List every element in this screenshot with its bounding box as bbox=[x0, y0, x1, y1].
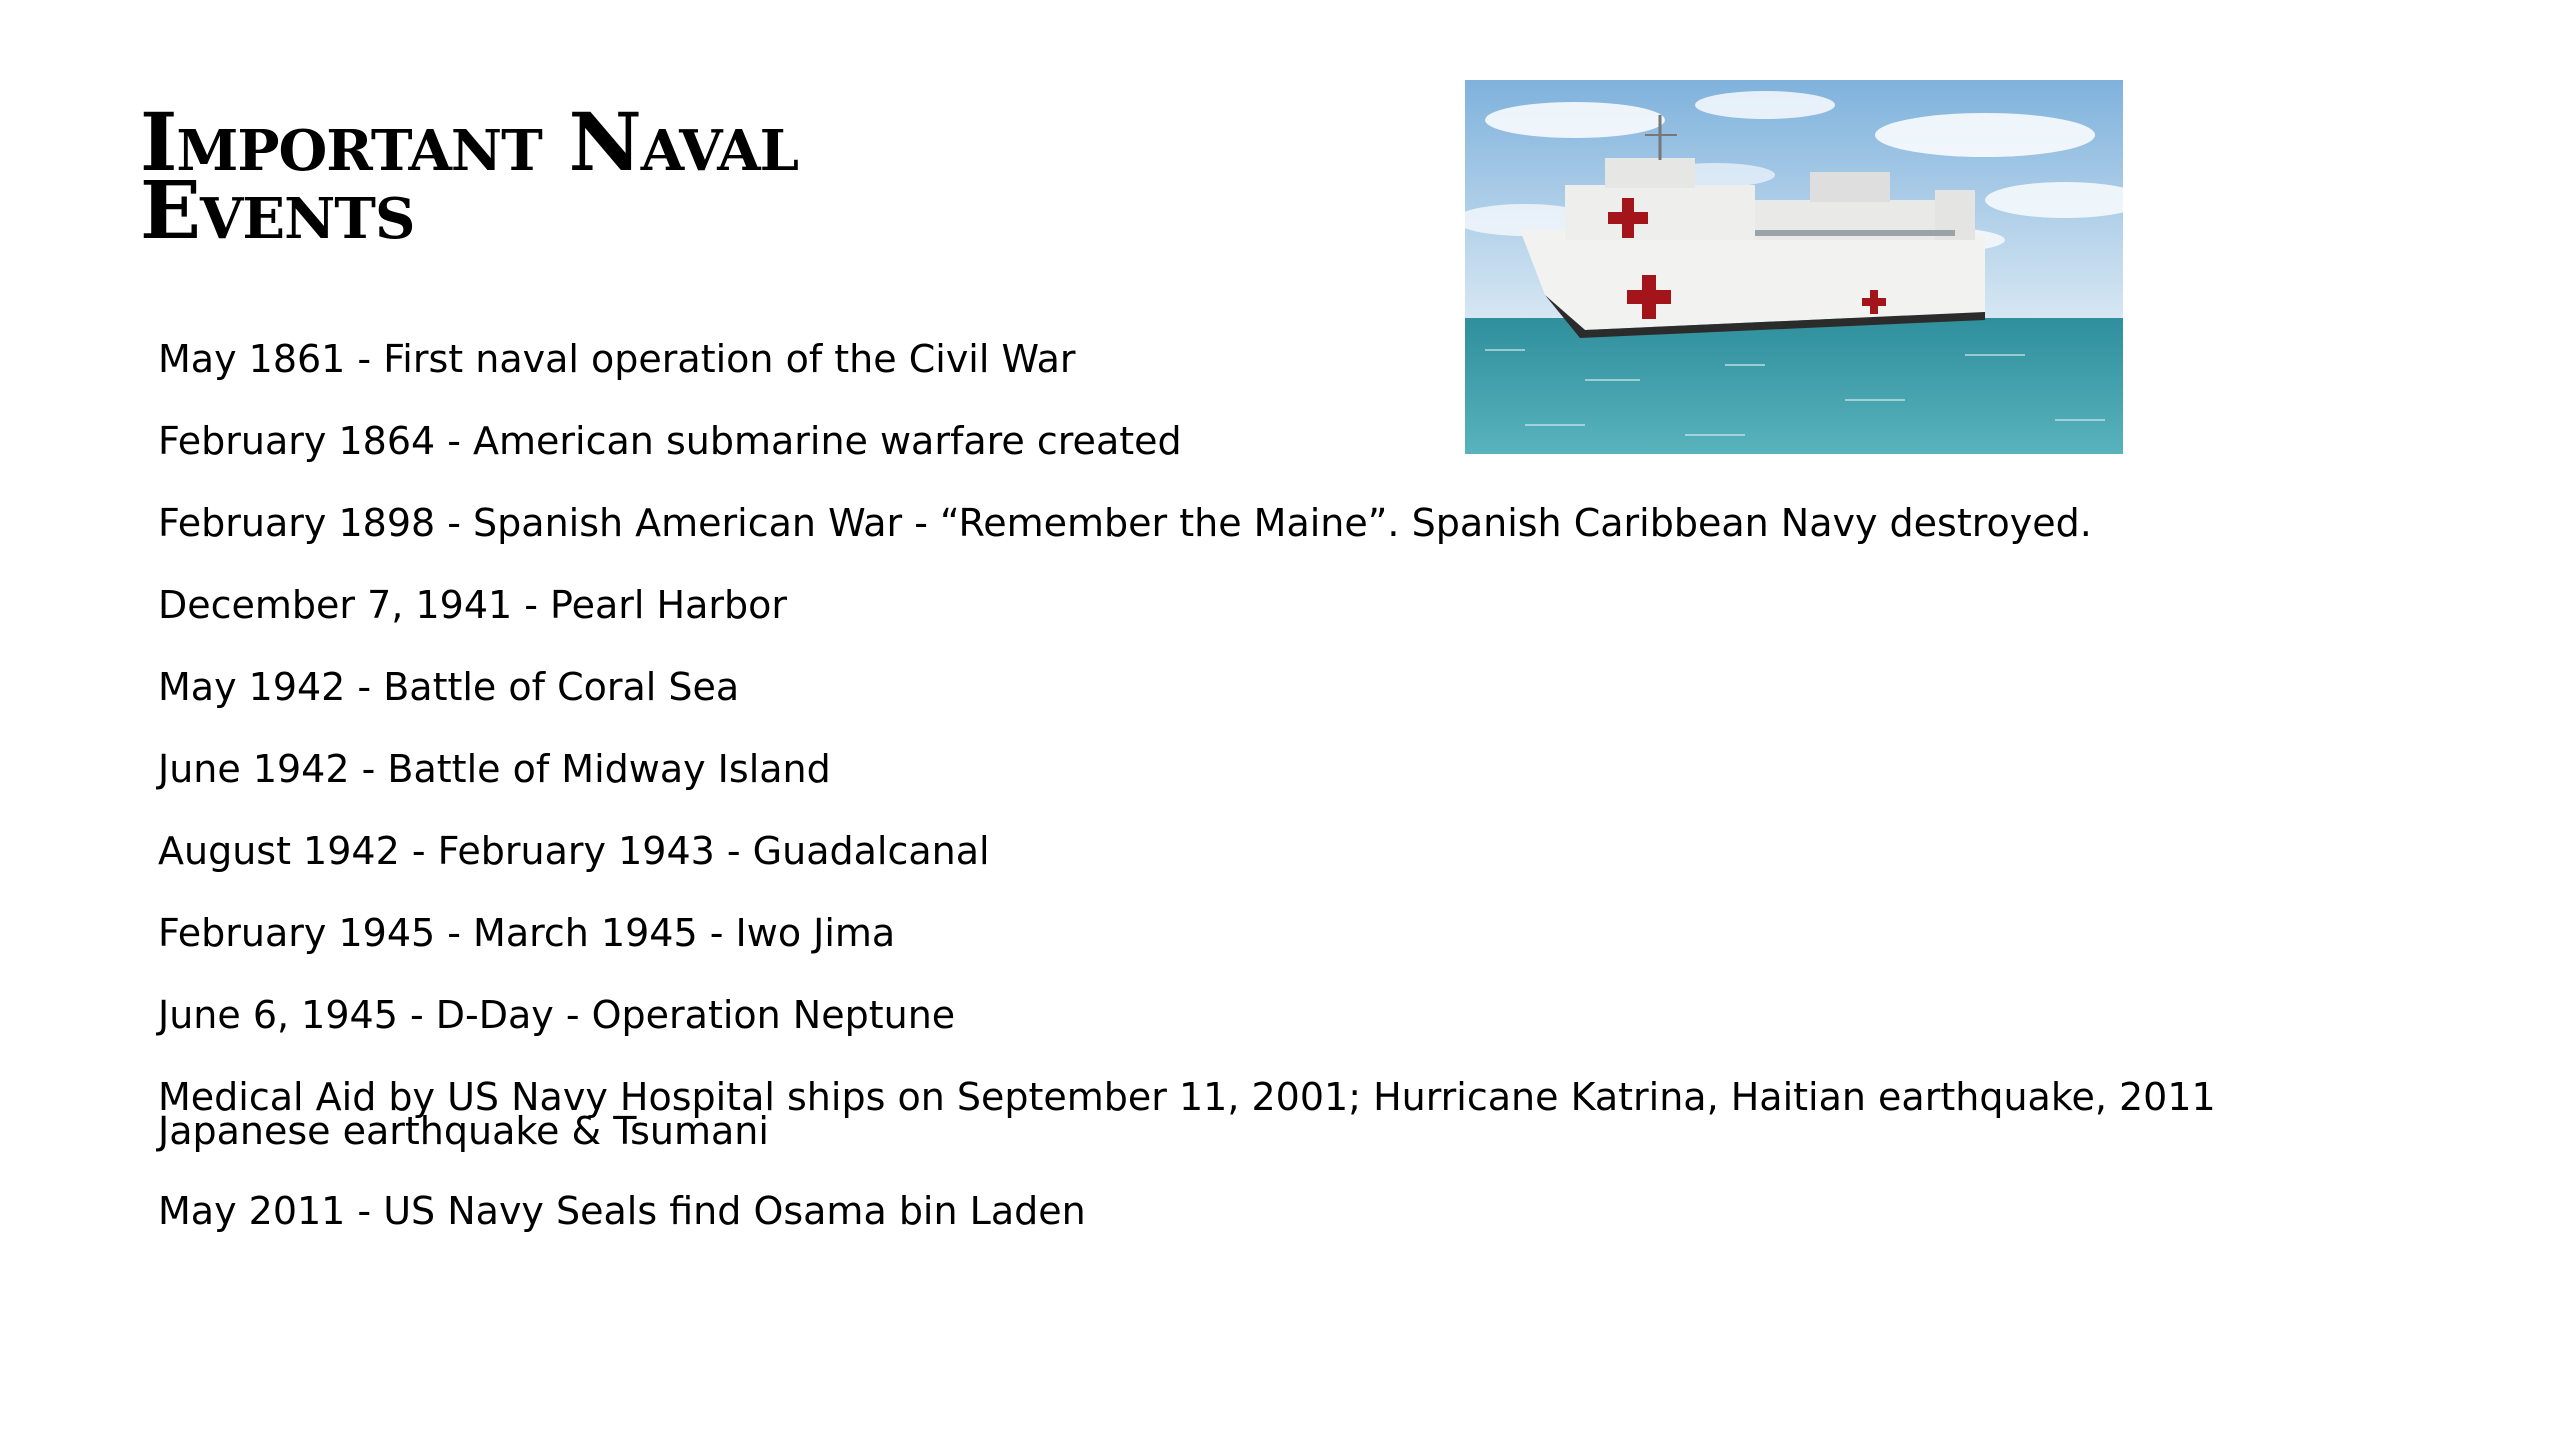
event-item: May 1942 - Battle of Coral Sea bbox=[158, 665, 740, 709]
events-list bbox=[158, 337, 2418, 1276]
event-item: May 2011 - US Navy Seals find Osama bin Laden bbox=[158, 1189, 1086, 1233]
event-item: June 1942 - Battle of Midway Island bbox=[158, 747, 831, 791]
event-item: June 6, 1945 - D-Day - Operation Neptune bbox=[158, 993, 956, 1037]
title-line-2: Events bbox=[140, 163, 415, 257]
event-item: December 7, 1941 - Pearl Harbor bbox=[158, 583, 788, 627]
event-item: February 1898 - Spanish American War - “Remember the Maine”. Spanish Caribbean Navy destroyed. bbox=[158, 501, 2092, 545]
event-item: May 1861 - First naval operation of the Civil War bbox=[158, 337, 1076, 381]
event-item: August 1942 - February 1943 - Guadalcanal bbox=[158, 829, 990, 873]
event-item: Medical Aid by US Navy Hospital ships on September 11, 2001; Hurricane Katrina, Haitian earthquake, 2011 Japanese earthquake & Tsumani bbox=[158, 1075, 2216, 1153]
title-line-1: Important Naval bbox=[140, 95, 799, 189]
event-item: February 1945 - March 1945 - Iwo Jima bbox=[158, 911, 896, 955]
event-item: February 1864 - American submarine warfare created bbox=[158, 419, 1182, 463]
slide-title bbox=[140, 95, 1040, 257]
